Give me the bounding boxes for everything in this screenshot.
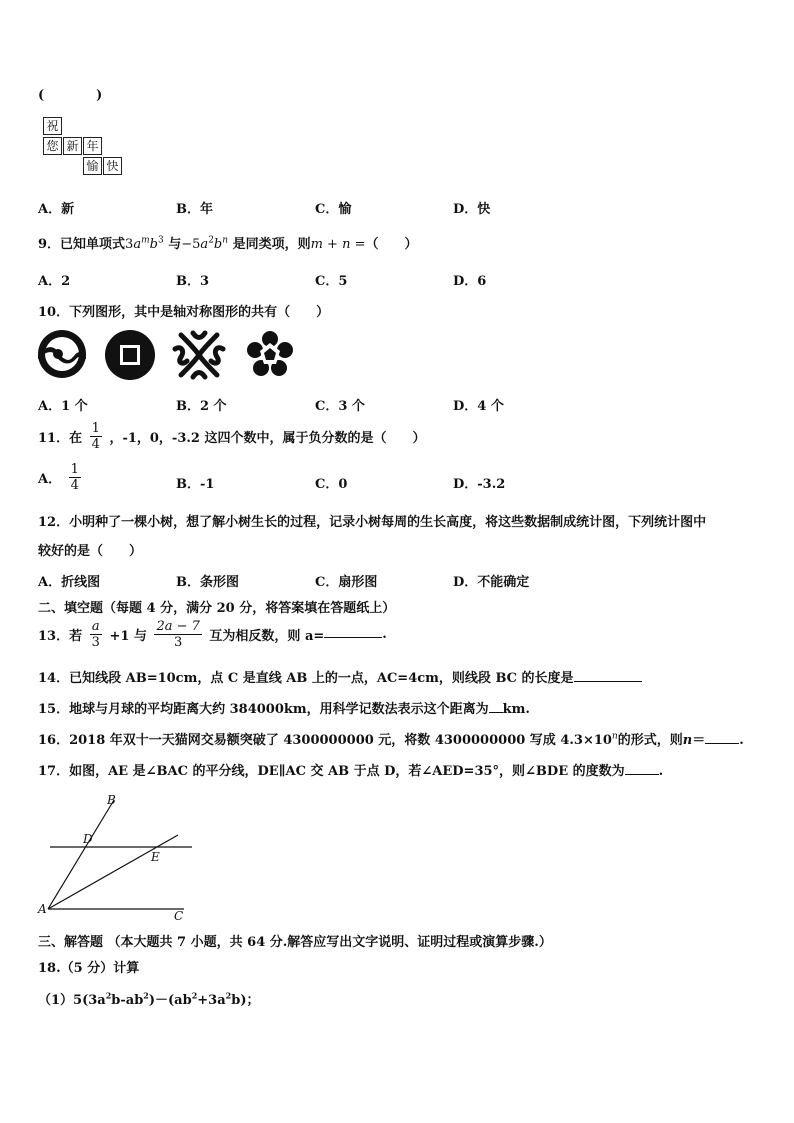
q9-option-a: A．2 <box>38 274 71 289</box>
section-heading-fill-in: 二、填空题（每题 4 分，满分 20 分，将答案填在答题纸上） <box>38 601 396 616</box>
q12-option-a: A．折线图 <box>38 575 101 590</box>
yin-yang-wave-figure <box>36 328 88 380</box>
answer-blank <box>705 731 739 744</box>
q13-question: 13．若 $\frac{a}{3}$ +1 与 $\frac{2a - 7}{3}$ 互为相反数，则 a= . <box>38 619 387 650</box>
q12-option-b: B．条形图 <box>176 575 239 590</box>
label-d: D <box>83 832 93 846</box>
q12-question-line2: 较好的是（ ） <box>38 544 143 559</box>
q14-question: 14．已知线段 AB=10cm，点 C 是直线 AB 上的一点，AC=4cm，则线段 BC 的长度是 <box>38 667 642 686</box>
q8-answer-paren: ( ) <box>38 88 103 103</box>
square-hole-coin-figure <box>104 329 156 381</box>
answer-blank <box>574 669 642 682</box>
q8-option-a: A．新 <box>38 202 75 217</box>
fraction: $\frac{2a - 7}{3}$ <box>156 619 200 650</box>
label-a: A <box>38 902 47 916</box>
q11-option-b: B．-1 <box>176 477 215 492</box>
net-cell: 快 <box>103 157 122 175</box>
answer-blank <box>489 700 503 713</box>
line-ab <box>48 800 114 909</box>
q11-question: 11．在 $\frac{1}{4}$ ，-1，0，-3.2 这四个数中，属于负分数的是（ ） <box>38 421 426 452</box>
q12-option-c: C．扇形图 <box>315 575 378 590</box>
fraction: $\frac{a}{3}$ <box>91 619 100 650</box>
q10-option-c: C．3 个 <box>315 399 365 414</box>
q9-option-b: B．3 <box>176 274 210 289</box>
q9-question: 9．已知单项式$3a^mb^3$ 与$-5a^2b^n$ 是同类项，则m + n =（ ） <box>38 235 418 252</box>
section-heading-solve: 三、解答题 （本大题共 7 小题，共 64 分.解答应写出文字说明、证明过程或演算步骤.） <box>38 935 552 950</box>
geometry-figure <box>36 792 196 922</box>
label-e: E <box>151 850 160 864</box>
q15-question: 15．地球与月球的平均距离大约 384000km，用科学记数法表示这个距离为 km. <box>38 702 530 717</box>
curved-cross-figure <box>171 329 227 381</box>
net-cell: 年 <box>83 137 102 155</box>
q12-question-line1: 12．小明种了一棵小树，想了解小树生长的过程，记录小树每周的生长高度，将这些数据制成统计图，下列统计图中 <box>38 515 707 530</box>
q8-option-d: D．快 <box>453 202 491 217</box>
q18-title: 18.（5 分）计算 <box>38 961 140 976</box>
q8-option-c: C．愉 <box>315 202 352 217</box>
q11-option-d: D．-3.2 <box>453 477 506 492</box>
q10-option-d: D．4 个 <box>453 399 504 414</box>
q9-option-c: C．5 <box>315 274 348 289</box>
q10-question: 10．下列图形，其中是轴对称图形的共有（ ） <box>38 305 330 320</box>
label-b: B <box>107 793 116 807</box>
fraction: $\frac{1}{4}$ <box>91 421 100 452</box>
q12-option-d: D．不能确定 <box>453 575 530 590</box>
q10-option-a: A．1 个 <box>38 399 88 414</box>
answer-blank <box>324 625 382 638</box>
label-c: C <box>174 909 184 922</box>
q9-option-d: D．6 <box>453 274 487 289</box>
q18-part1: $(1)5(3a^2b-ab^2)-(ab^2+3a^2b)$； <box>38 990 260 1008</box>
q8-option-b: B．年 <box>176 202 213 217</box>
pentagon-petal-figure <box>245 329 295 379</box>
net-cell: 新 <box>63 137 82 155</box>
q11-option-c: C．0 <box>315 477 348 492</box>
answer-blank <box>625 762 659 775</box>
net-cell: 愉 <box>83 157 102 175</box>
q10-option-b: B．2 个 <box>176 399 227 414</box>
q17-question: 17．如图，AE 是∠BAC 的平分线，DE∥AC 交 AB 于点 D，若∠AED=35°，则∠BDE 的度数为 . <box>38 764 664 779</box>
net-cell: 您 <box>43 137 62 155</box>
net-cell: 祝 <box>43 117 62 135</box>
fraction: $\frac{1}{4}$ <box>70 462 79 493</box>
q16-question: 16．2018 年双十一天猫网交易额突破了 4300000000 元，将数 4300000000 写成 $4.3\times 10^n$的形式，则n＝ . <box>38 731 744 748</box>
line-ae <box>48 835 178 909</box>
q11-option-a: A． $\frac{1}{4}$ <box>38 462 79 493</box>
